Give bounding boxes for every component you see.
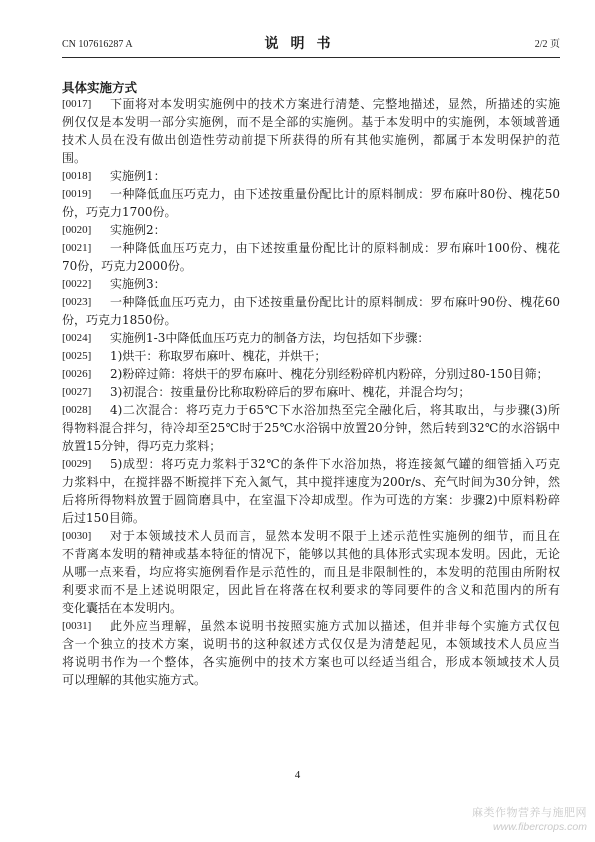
- paragraph: [62, 185, 560, 221]
- paragraph-text: 实施例1-3中降低血压巧克力的制备方法，均包括如下步骤：: [110, 331, 430, 345]
- paragraph-line: [62, 617, 560, 635]
- paragraph-line: [62, 455, 560, 473]
- document-number: CN 107616287 A: [62, 39, 133, 50]
- watermark-url: www.fibercrops.com: [493, 821, 587, 833]
- paragraph-number: [0021]: [62, 242, 92, 254]
- paragraph-number: [0019]: [62, 188, 92, 200]
- paragraph-line: 可以理解的其他实施方式。: [62, 673, 207, 687]
- paragraph-text: 3)初混合：按重量份比称取粉碎后的罗布麻叶、槐花，并混合均匀；: [110, 385, 471, 399]
- document-title: 说明书: [264, 36, 343, 52]
- paragraph-text: 5)成型：将巧克力浆料于32℃的条件下水浴加热，将连接氮气罐的细管插入巧克: [110, 457, 560, 471]
- paragraph-line: 变化囊括在本发明内。: [62, 601, 183, 615]
- paragraph-text: 实施例2：: [110, 223, 166, 237]
- paragraph-number: [0017]: [62, 98, 92, 110]
- paragraph-text: 实施例1：: [110, 169, 166, 183]
- paragraph-line: 含一个独立的技术方案，说明书的这种叙述方式仅仅是为清楚起见，本领域技术人员应当: [62, 637, 560, 651]
- paragraph-text: 1)烘干：称取罗布麻叶、槐花，并烘干；: [110, 349, 327, 363]
- paragraph: [62, 617, 560, 689]
- paragraph-line: 利要求而不是上述说明限定，因此旨在将落在权利要求的等同要件的含义和范围内的所有: [62, 583, 560, 597]
- paragraph-line: [62, 347, 560, 365]
- paragraph-text: 一种降低血压巧克力，由下述按重量份配比计的原料制成：罗布麻叶100份、槐花: [110, 241, 560, 255]
- paragraph: [62, 365, 560, 383]
- paragraph-text: 实施例3：: [110, 277, 166, 291]
- paragraph: [62, 401, 560, 455]
- paragraph-number: [0024]: [62, 332, 92, 344]
- paragraph-text: 此外应当理解，虽然本说明书按照实施方式加以描述，但并非每个实施方式仅包: [110, 619, 560, 633]
- paragraph-line: 份，巧克力1850份。: [62, 313, 177, 327]
- header-rule: [62, 57, 560, 58]
- paragraph-text: 2)粉碎过筛：将烘干的罗布麻叶、槐花分别经粉碎机内粉碎，分别过80-150目筛；: [110, 367, 549, 381]
- watermark-site-name: 麻类作物营养与施肥网: [472, 806, 587, 819]
- paragraph: [62, 329, 560, 347]
- paragraph-line: 后将所得物料放置于圆筒磨具中，在室温下冷却成型。作为可选的方案：步骤2)中原料粉碎: [62, 493, 560, 507]
- paragraph-line: 技术人员在没有做出创造性劳动前提下所获得的所有其他实施例，都属于本发明保护的范: [62, 133, 560, 147]
- paragraph-line: 将说明书作为一个整体，各实施例中的技术方案也可以经适当组合，形成本领域技术人员: [62, 655, 560, 669]
- paragraph-number: [0023]: [62, 296, 92, 308]
- paragraph-line: [62, 293, 560, 311]
- paragraph-text: 4)二次混合：将巧克力于65℃下水浴加热至完全融化后，将其取出，与步骤(3)所: [110, 403, 560, 417]
- paragraph-line: [62, 401, 560, 419]
- paragraph-text: 一种降低血压巧克力，由下述按重量份配比计的原料制成：罗布麻叶90份、槐花60: [110, 295, 560, 309]
- paragraph-line: 不背离本发明的精神或基本特征的情况下，能够以其他的具体形式实现本发明。因此，无论: [62, 547, 560, 561]
- paragraph: [62, 275, 560, 293]
- paragraph: [62, 221, 560, 239]
- paragraph-line: 力浆料中，在搅拌器不断搅拌下充入氮气，其中搅拌速度为200r/s、充气时间为30分钟，然: [62, 475, 560, 489]
- paragraph-line: [62, 383, 560, 401]
- paragraph-line: 份，巧克力1700份。: [62, 205, 177, 219]
- paragraph-line: [62, 221, 560, 239]
- paragraph-line: [62, 527, 560, 545]
- paragraph-line: [62, 239, 560, 257]
- paragraph-line: [62, 167, 560, 185]
- paragraph-text: 一种降低血压巧克力，由下述按重量份配比计的原料制成：罗布麻叶80份、槐花50: [110, 187, 560, 201]
- paragraph-line: 从哪一点来看，均应将实施例看作是示范性的，而且是非限制性的，本发明的范围由所附权: [62, 565, 560, 579]
- paragraph: [62, 527, 560, 617]
- paragraph-line: 围。: [62, 151, 87, 165]
- paragraph-line: [62, 365, 560, 383]
- paragraph: [62, 347, 560, 365]
- paragraph-number: [0018]: [62, 170, 92, 182]
- paragraph-line: 例仅仅是本发明一部分实施例，而不是全部的实施例。基于本发明中的实施例，本领域普通: [62, 115, 560, 129]
- paragraph-number: [0025]: [62, 350, 92, 362]
- page-indicator: 2/2 页: [534, 39, 560, 50]
- paragraph-number: [0022]: [62, 278, 92, 290]
- paragraph-number: [0027]: [62, 386, 92, 398]
- paragraph: [62, 455, 560, 527]
- section-title: 具体实施方式: [62, 80, 138, 95]
- paragraph-line: 得物料混合拌匀，待冷却至25℃时于25℃水浴锅中放置20分钟，然后转到32℃的水浴锅中: [62, 421, 560, 435]
- paragraph-line: [62, 95, 560, 113]
- paragraph: [62, 167, 560, 185]
- paragraph: [62, 239, 560, 275]
- body-text: [62, 95, 560, 689]
- paragraph-number: [0030]: [62, 530, 92, 542]
- paragraph-line: 后过150目筛。: [62, 511, 145, 525]
- paragraph-line: [62, 275, 560, 293]
- paragraph-number: [0020]: [62, 224, 92, 236]
- paragraph-number: [0029]: [62, 458, 92, 470]
- paragraph-number: [0031]: [62, 620, 92, 632]
- paragraph-line: [62, 329, 560, 347]
- paragraph-line: 70份，巧克力2000份。: [62, 259, 192, 273]
- paragraph-line: [62, 185, 560, 203]
- paragraph: [62, 383, 560, 401]
- paragraph: [62, 95, 560, 167]
- paragraph-number: [0028]: [62, 404, 92, 416]
- paragraph-text: 对于本领域技术人员而言，显然本发明不限于上述示范性实施例的细节，而且在: [110, 529, 560, 543]
- paragraph-line: 放置15分钟，得巧克力浆料；: [62, 439, 222, 453]
- paragraph-text: 下面将对本发明实施例中的技术方案进行清楚、完整地描述，显然，所描述的实施: [110, 97, 560, 111]
- paragraph: [62, 293, 560, 329]
- page-number: 4: [294, 769, 301, 781]
- paragraph-number: [0026]: [62, 368, 92, 380]
